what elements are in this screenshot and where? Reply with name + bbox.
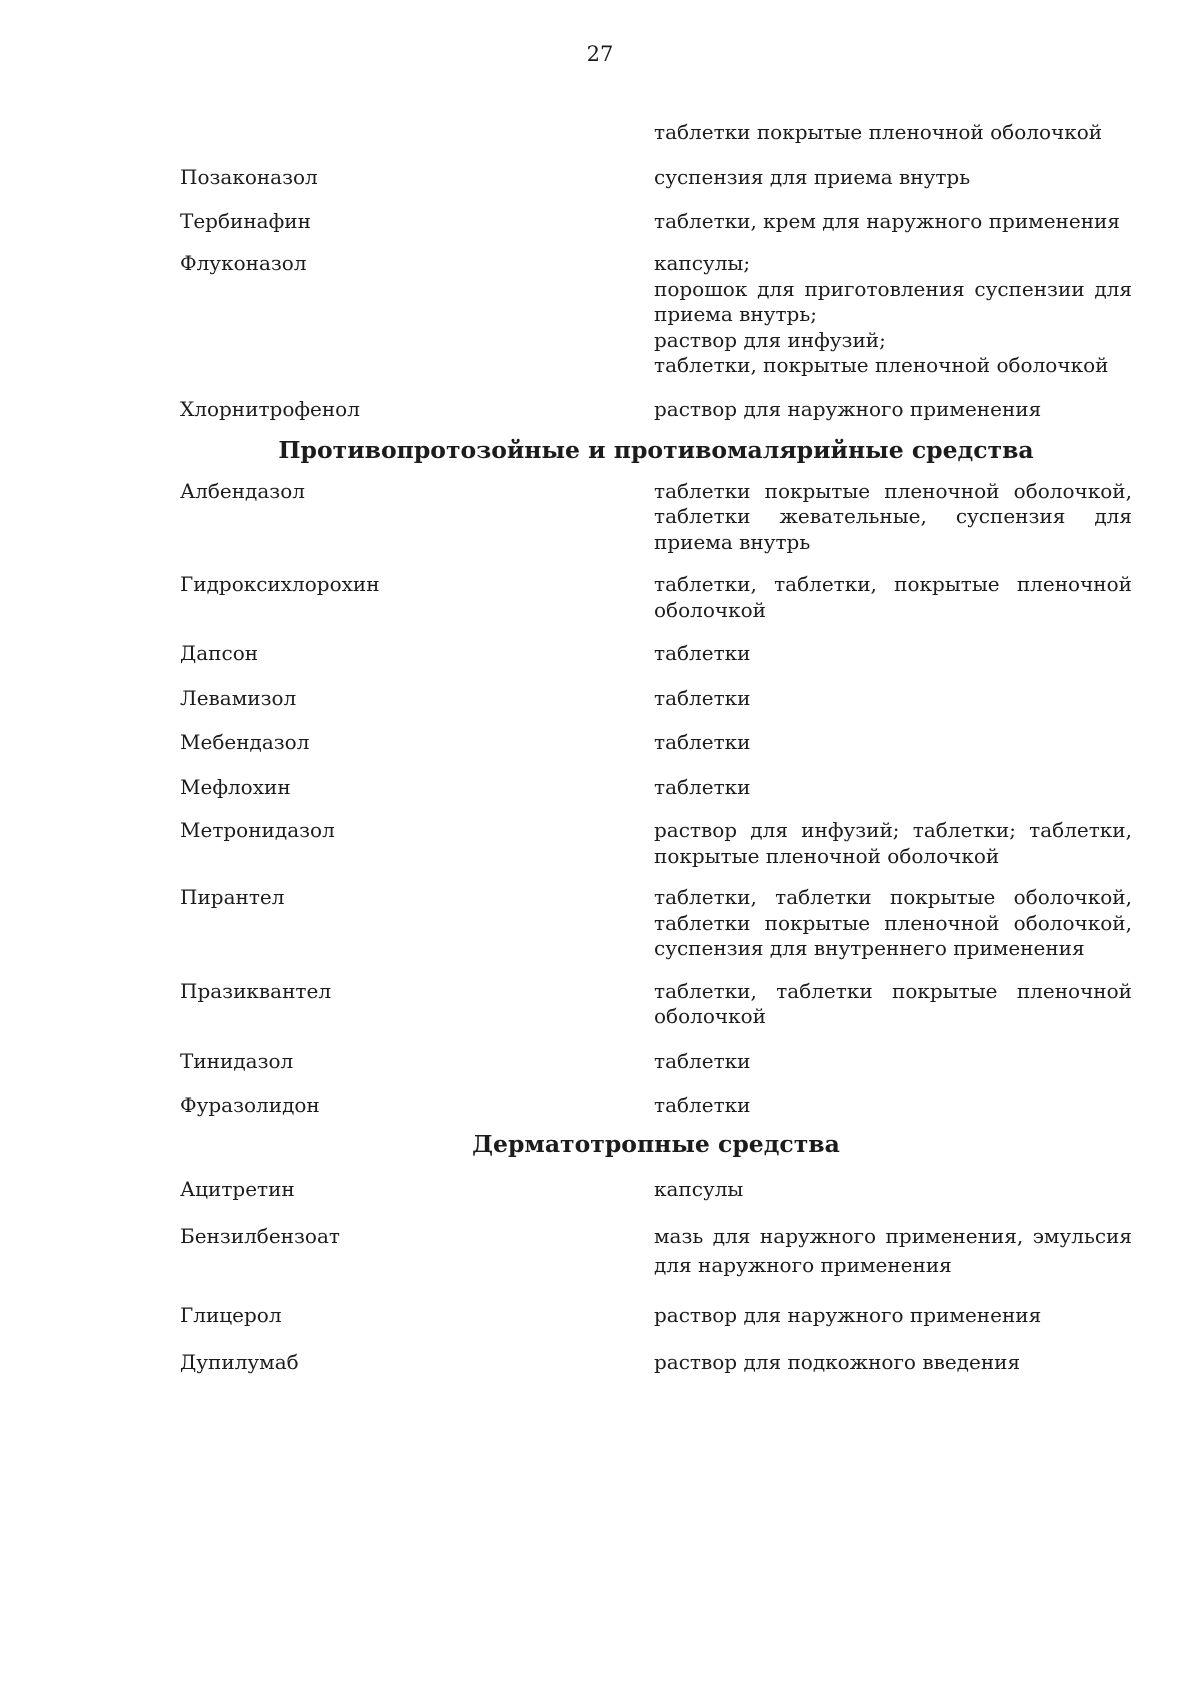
drug-row	[180, 979, 1132, 1030]
drug-name: Гидроксихлорохин	[180, 572, 380, 596]
dosage-form	[654, 163, 1132, 191]
dosage-form	[654, 1175, 1132, 1203]
dosage-form	[654, 1091, 1132, 1119]
drug-row	[180, 207, 1132, 235]
dosage-form-line: таблетки	[654, 775, 751, 799]
dosage-form	[654, 1301, 1132, 1329]
dosage-form	[654, 118, 1132, 146]
dosage-form	[654, 728, 1132, 756]
drug-row	[180, 773, 1132, 801]
dosage-form-line: суспензия для приема внутрь	[654, 165, 971, 189]
dosage-form-line: капсулы	[654, 1176, 744, 1201]
dosage-form-line: раствор для подкожного введения	[654, 1349, 1021, 1374]
dosage-form-line: раствор для наружного применения	[654, 396, 1042, 421]
section-heading: Дерматотропные средства	[472, 1129, 840, 1158]
drug-name: Левамизол	[180, 686, 297, 710]
drug-row	[180, 118, 1132, 146]
drug-row	[180, 1222, 1132, 1281]
drug-row	[180, 684, 1132, 712]
drug-section	[180, 1129, 1132, 1376]
dosage-form	[654, 818, 1132, 869]
dosage-form	[654, 572, 1132, 623]
dosage-form-line: таблетки	[654, 686, 751, 710]
drug-name: Позаконазол	[180, 165, 318, 189]
dosage-form-line: таблетки, таблетки покрытые оболочкой, таблетки покрытые пленочной оболочкой, суспензия для внутреннего применения	[654, 885, 1132, 960]
dosage-form	[654, 1047, 1132, 1075]
drug-row	[180, 1175, 1132, 1203]
drug-name: Тербинафин	[180, 209, 311, 233]
drug-section	[180, 435, 1132, 1119]
drug-row	[180, 572, 1132, 623]
drug-row	[180, 639, 1132, 667]
drug-name: Глицерол	[180, 1302, 282, 1327]
dosage-form	[654, 251, 1132, 379]
dosage-form	[654, 1348, 1132, 1376]
dosage-form	[654, 639, 1132, 667]
drug-row	[180, 395, 1132, 423]
dosage-form-line: раствор для инфузий; таблетки; таблетки, покрытые пленочной оболочкой	[654, 818, 1132, 868]
drug-name: Мебендазол	[180, 730, 310, 754]
dosage-form-line: раствор для наружного применения	[654, 1302, 1042, 1327]
dosage-form-line: таблетки, таблетки покрытые пленочной оболочкой	[654, 978, 1132, 1028]
dosage-form	[654, 479, 1132, 556]
dosage-form-line: раствор для инфузий;	[654, 327, 886, 352]
section-heading: Противопротозойные и противомалярийные средства	[278, 435, 1034, 464]
drug-row	[180, 479, 1132, 556]
dosage-form	[654, 885, 1132, 962]
drug-name: Ацитретин	[180, 1176, 295, 1201]
dosage-form-line: таблетки покрытые пленочной оболочкой	[654, 120, 1103, 144]
drug-row	[180, 163, 1132, 191]
drug-name: Мефлохин	[180, 775, 291, 799]
dosage-form-line: таблетки	[654, 1092, 751, 1117]
drug-name: Флуконазол	[180, 251, 307, 275]
drug-name: Дапсон	[180, 641, 259, 665]
dosage-form	[654, 207, 1132, 235]
drug-list	[180, 118, 1132, 1376]
dosage-form	[654, 684, 1132, 712]
drug-row	[180, 885, 1132, 962]
dosage-form-line: таблетки, таблетки, покрытые пленочной оболочкой	[654, 572, 1132, 622]
drug-row	[180, 1047, 1132, 1075]
drug-name: Пирантел	[180, 885, 285, 909]
dosage-form-line: таблетки	[654, 730, 751, 754]
dosage-form-line: таблетки	[654, 641, 751, 665]
drug-row	[180, 1091, 1132, 1119]
drug-name: Тинидазол	[180, 1048, 294, 1073]
dosage-form	[654, 1222, 1132, 1281]
dosage-form	[654, 979, 1132, 1030]
drug-row	[180, 818, 1132, 869]
drug-name: Хлорнитрофенол	[180, 396, 360, 421]
drug-name: Албендазол	[180, 478, 305, 503]
dosage-form	[654, 773, 1132, 801]
page-number: 27	[586, 42, 614, 66]
drug-row	[180, 251, 1132, 379]
dosage-form-line: порошок для приготовления суспензии для приема внутрь;	[654, 276, 1132, 326]
drug-name: Метронидазол	[180, 818, 335, 842]
dosage-form-line: таблетки, покрытые пленочной оболочкой	[654, 353, 1109, 377]
drug-name: Дупилумаб	[180, 1349, 299, 1374]
drug-name: Фуразолидон	[180, 1092, 320, 1117]
drug-name: Празиквантел	[180, 978, 332, 1003]
drug-section	[180, 118, 1132, 423]
drug-row	[180, 728, 1132, 756]
dosage-form	[654, 395, 1132, 423]
dosage-form-line: таблетки	[654, 1048, 751, 1073]
dosage-form-line: таблетки покрытые пленочной оболочкой, таблетки жевательные, суспензия для приема внутрь	[654, 478, 1132, 554]
drug-row	[180, 1348, 1132, 1376]
dosage-form-line: таблетки, крем для наружного применения	[654, 209, 1120, 233]
dosage-form-line: капсулы;	[654, 251, 751, 275]
drug-row	[180, 1301, 1132, 1329]
drug-name: Бензилбензоат	[180, 1223, 340, 1248]
dosage-form-line: мазь для наружного применения, эмульсия для наружного применения	[654, 1223, 1132, 1277]
